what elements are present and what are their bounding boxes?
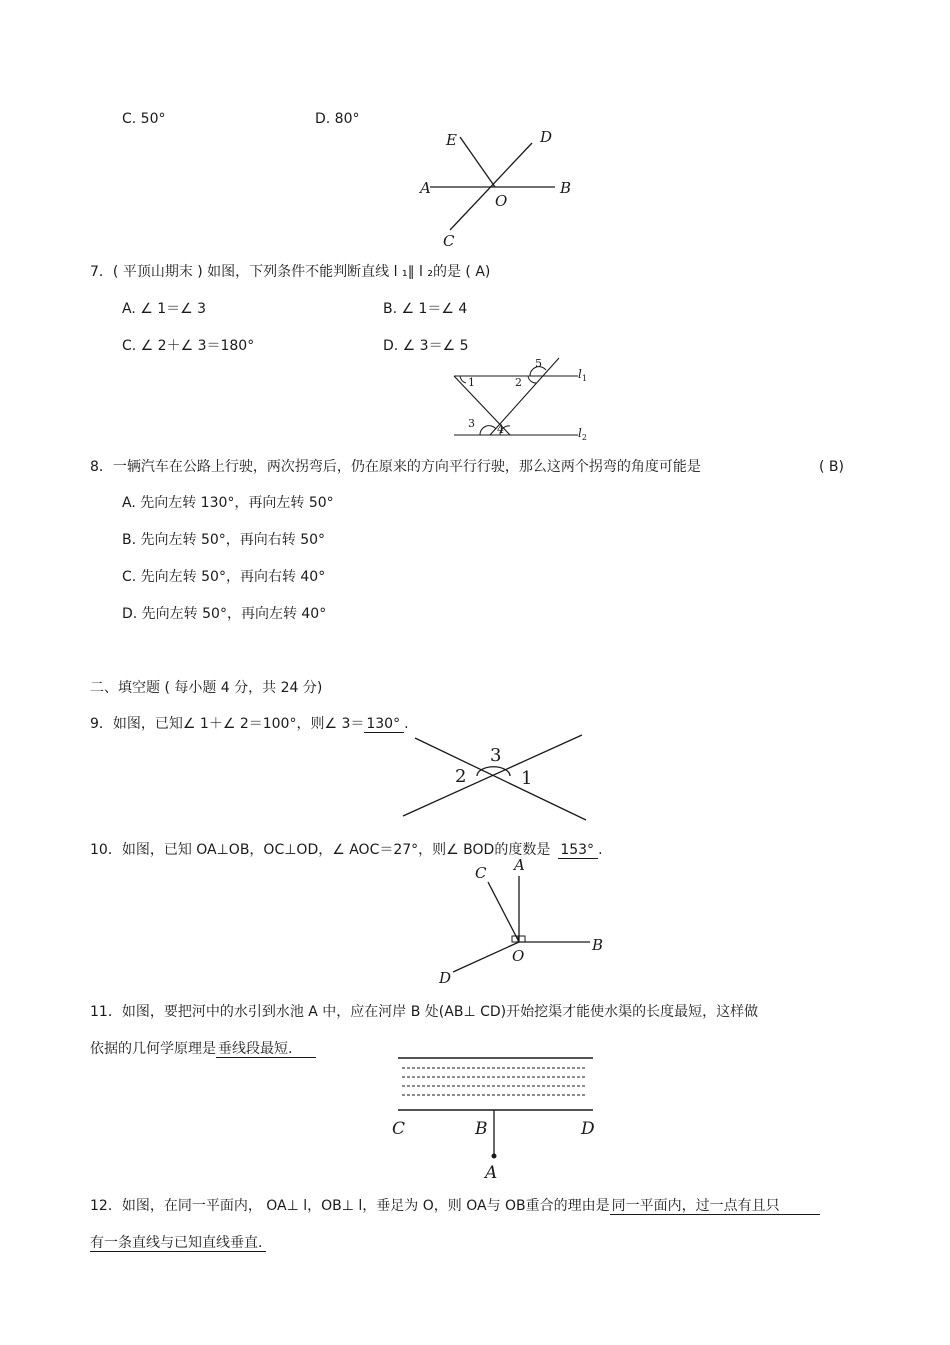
q6-label-o: O — [495, 192, 508, 210]
q7-angle-4: 4 — [497, 423, 504, 436]
q6-option-d: D. 80° — [315, 111, 360, 127]
q7-option-b: B. ∠ 1＝∠ 4 — [383, 301, 468, 317]
q9-angle-1: 1 — [521, 768, 533, 789]
q11-label-d: D — [581, 1119, 595, 1139]
q10-answer: 153° — [558, 842, 598, 859]
q7-option-c: C. ∠ 2＋∠ 3＝180° — [122, 338, 255, 354]
q6-label-d: D — [540, 128, 553, 146]
q7-option-a: A. ∠ 1＝∠ 3 — [122, 301, 207, 317]
q6-label-a: A — [420, 179, 431, 197]
q7-line-l2: $l_2$ — [578, 426, 587, 442]
q6-label-e: E — [446, 131, 457, 149]
q11-line1: 11．如图，要把河中的水引到水池 A 中，应在河岸 B 处(AB⊥ CD)开始挖渠才能使水渠的长度最短，这样做 — [90, 1004, 759, 1020]
q9-stem-text: 9．如图，已知∠ 1＋∠ 2＝100°，则∠ 3＝ — [90, 716, 365, 732]
q6-figure — [410, 125, 590, 250]
q7-stem: 7．( 平顶山期末 ) 如图，下列条件不能判断直线 l ₁∥ l ₂的是 ( A) — [90, 264, 491, 280]
q9-end: . — [404, 716, 409, 732]
q9-figure — [400, 730, 590, 825]
q11-line2 — [90, 1040, 316, 1058]
q10-label-o: O — [512, 947, 525, 965]
q7-option-d: D. ∠ 3＝∠ 5 — [383, 338, 469, 354]
q11-label-b: B — [475, 1119, 488, 1139]
q6-label-b: B — [560, 179, 572, 197]
q7-figure — [450, 352, 600, 444]
q10-stem-text: 10．如图，已知 OA⊥OB，OC⊥OD，∠ AOC＝27°，则∠ BOD的度数是 — [90, 842, 551, 858]
q11-line2-prefix: 依据的几何学原理是 — [90, 1041, 216, 1057]
q7-angle-2: 2 — [515, 376, 522, 389]
q11-answer: 垂线段最短. — [216, 1041, 316, 1058]
q10-label-d: D — [439, 969, 452, 987]
q9-stem — [90, 715, 409, 733]
q10-end: . — [598, 842, 603, 858]
q10-figure — [432, 856, 612, 991]
q12-line2 — [90, 1234, 266, 1252]
q10-label-c: C — [475, 864, 487, 882]
q10-label-b: B — [592, 936, 604, 954]
q8-option-d: D. 先向左转 50°，再向左转 40° — [122, 606, 327, 622]
q7-angle-3: 3 — [468, 417, 475, 430]
section-heading-fill-in: 二、填空题 ( 每小题 4 分，共 24 分) — [90, 680, 323, 696]
q11-label-c: C — [392, 1119, 406, 1139]
q7-angle-5: 5 — [535, 357, 542, 370]
q9-angle-3: 3 — [490, 745, 502, 766]
q9-angle-2: 2 — [455, 766, 467, 787]
q11-figure — [388, 1050, 608, 1185]
q7-angle-1: 1 — [468, 376, 475, 389]
q9-answer: 130° — [364, 716, 404, 733]
q6-option-c: C. 50° — [122, 111, 166, 127]
q8-option-b: B. 先向左转 50°，再向右转 50° — [122, 532, 326, 548]
q8-option-c: C. 先向左转 50°，再向右转 40° — [122, 569, 326, 585]
q8-answer: ( B) — [819, 459, 844, 475]
q12-answer-part1: 同一平面内，过一点有且只 — [610, 1198, 820, 1215]
q10-label-a: A — [514, 856, 525, 874]
q7-line-l1: $l_1$ — [578, 367, 587, 383]
q6-label-c: C — [443, 232, 455, 250]
q8-stem: 8．一辆汽车在公路上行驶，两次拐弯后，仍在原来的方向平行行驶，那么这两个拐弯的角度可能是 — [90, 459, 701, 475]
q12-line1-prefix: 12．如图，在同一平面内， OA⊥ l，OB⊥ l，垂足为 O，则 OA与 OB重合的理由是 — [90, 1198, 610, 1214]
q8-option-a: A. 先向左转 130°，再向左转 50° — [122, 495, 334, 511]
q12-line1 — [90, 1197, 820, 1215]
q11-label-a: A — [485, 1163, 498, 1183]
q12-answer-part2: 有一条直线与已知直线垂直. — [90, 1235, 266, 1252]
